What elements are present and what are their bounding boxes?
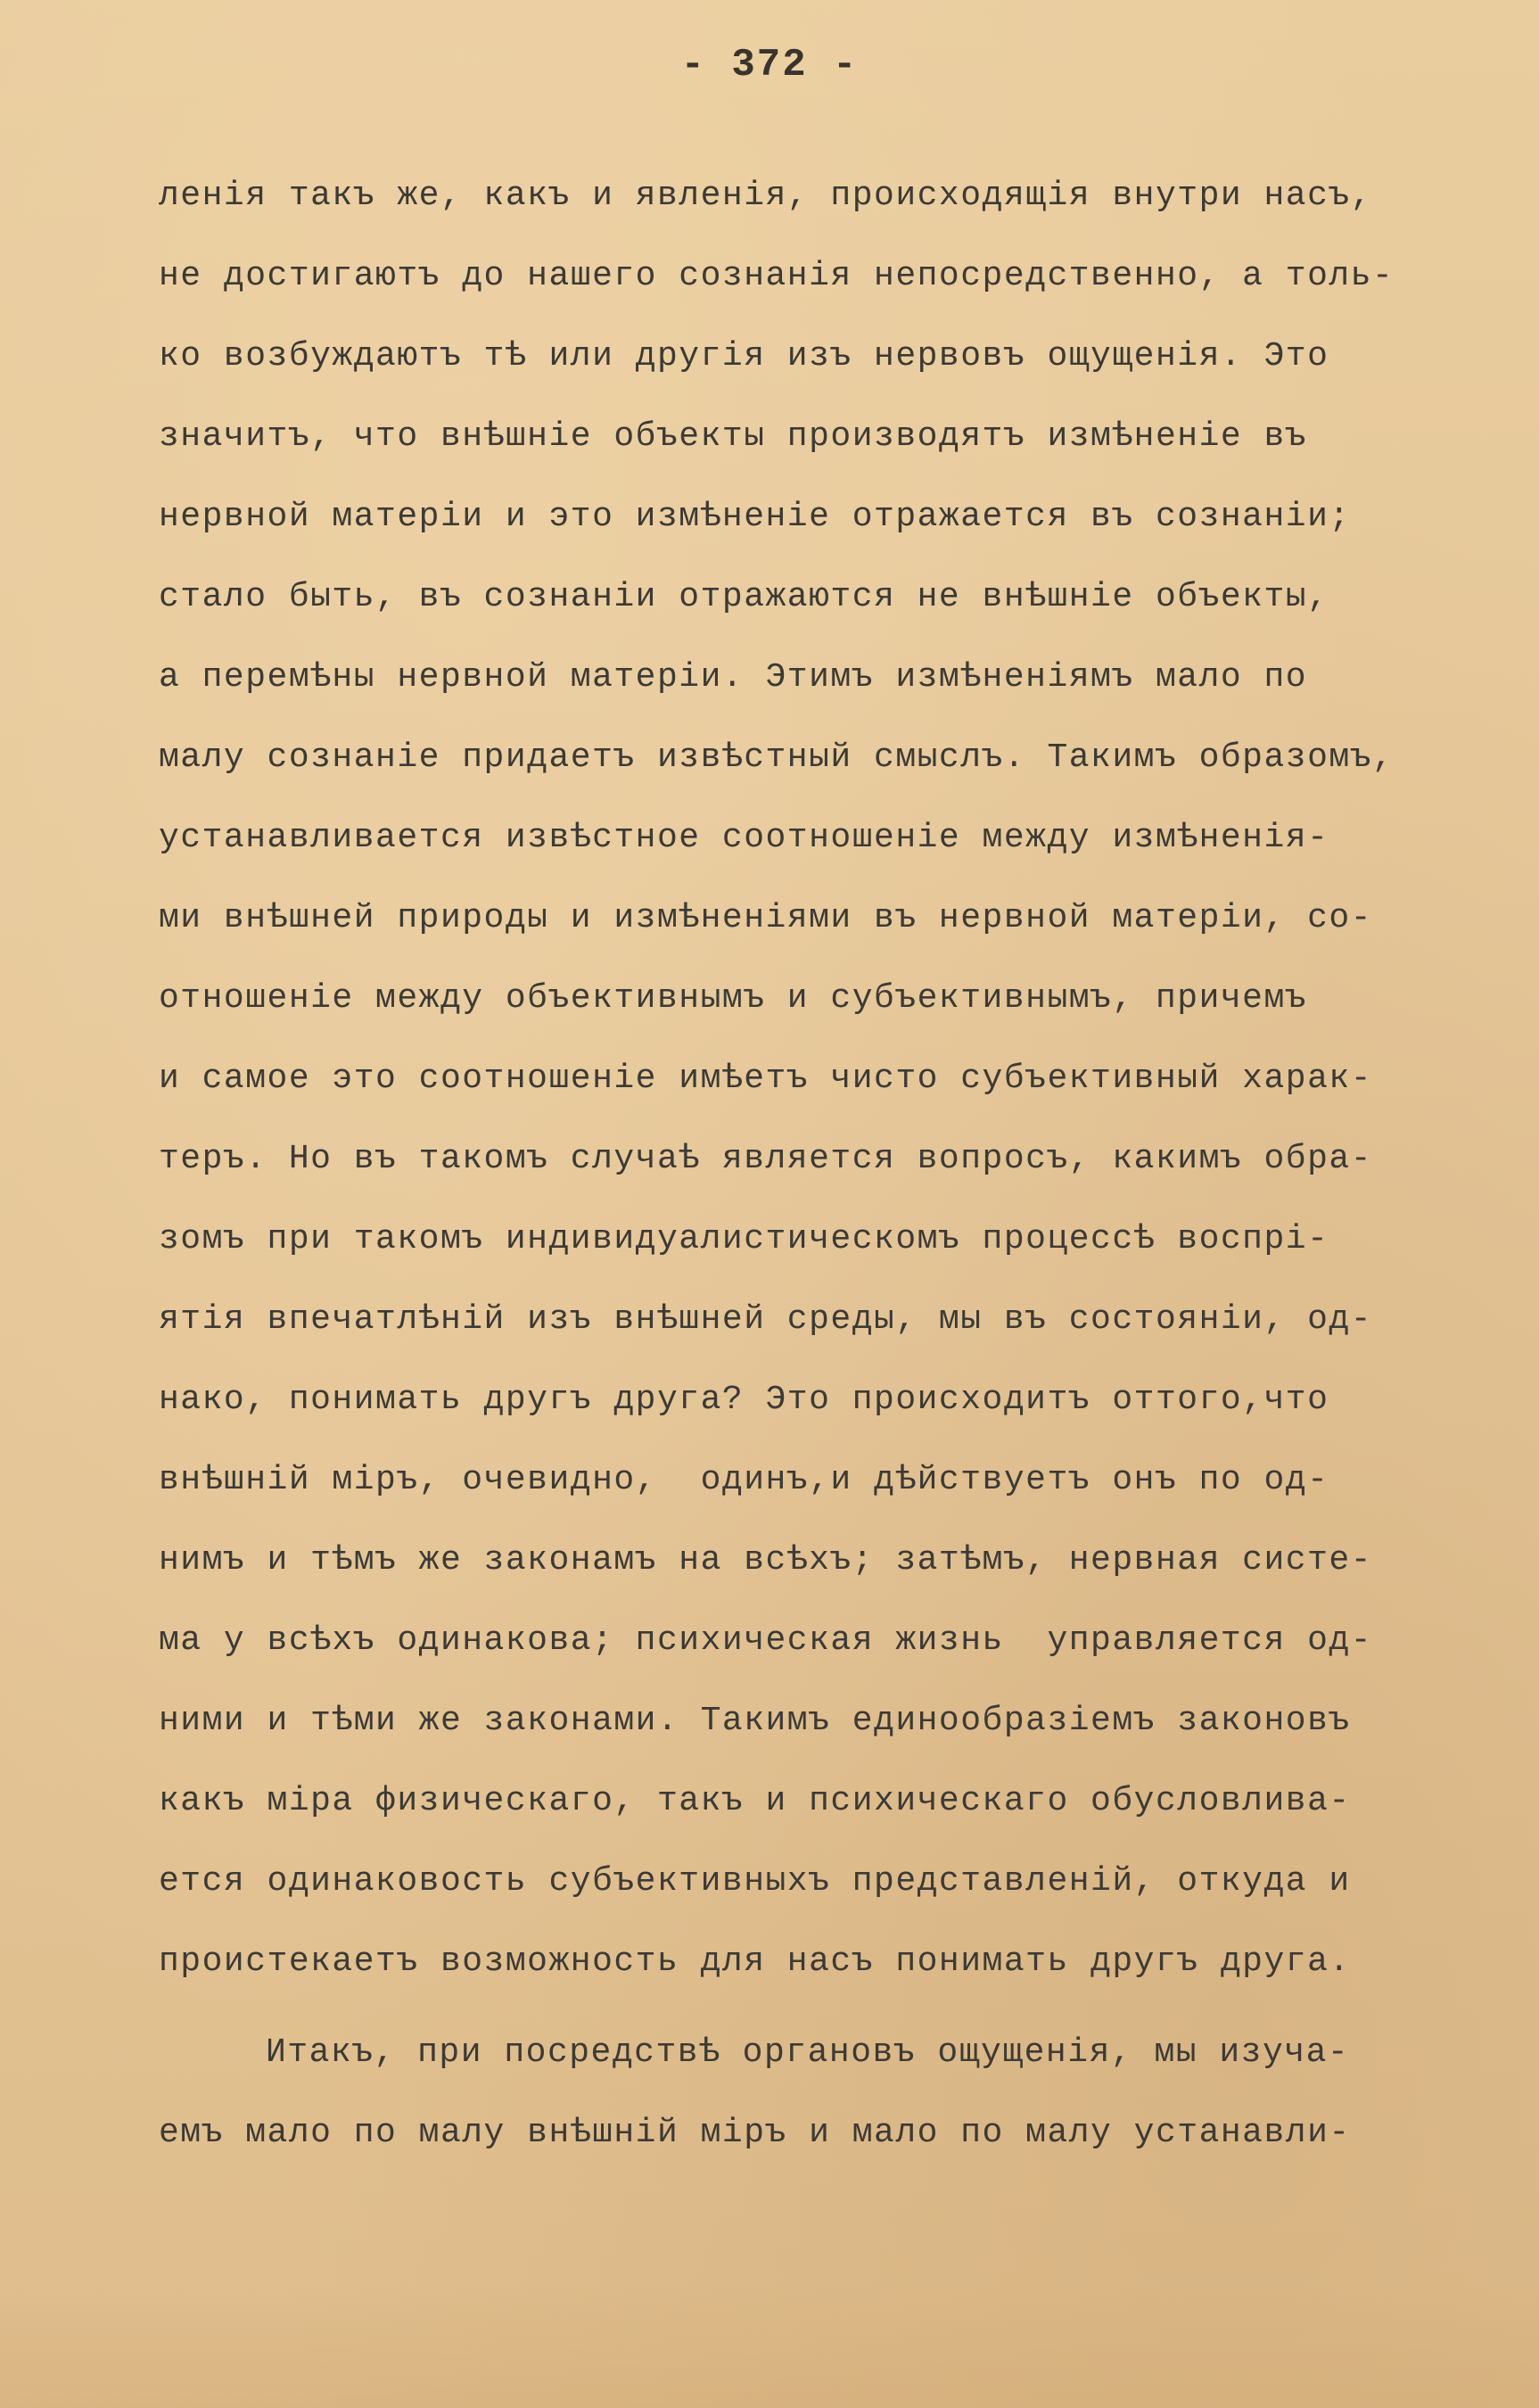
paragraph (159, 2025, 1532, 2185)
text-line: зомъ при такомъ индивидуалистическомъ процессѣ воспрі- (159, 1220, 1329, 1258)
text-line: значитъ, что внѣшніе объекты производятъ измѣненіе въ (159, 417, 1308, 456)
text-line: какъ міра физическаго, такъ и психическаго обусловлива- (159, 1782, 1351, 1820)
text-line: емъ мало по малу внѣшній міръ и мало по малу устанавли- (159, 2114, 1351, 2152)
text-line: стало быть, въ сознаніи отражаются не внѣшніе объекты, (159, 578, 1329, 616)
body-text (159, 168, 1532, 2185)
text-line: и самое это соотношеніе имѣетъ чисто субъективный харак- (159, 1060, 1373, 1098)
text-line: нервной матеріи и это измѣненіе отражается въ сознаніи; (159, 498, 1351, 536)
text-line: малу сознаніе придаетъ извѣстный смыслъ. Такимъ образомъ, (159, 738, 1395, 777)
text-line: устанавливается извѣстное соотношеніе между измѣненія- (159, 819, 1329, 857)
text-line: нако, понимать другъ друга? Это происходитъ оттого,что (159, 1381, 1329, 1419)
text-line: ма у всѣхъ одинакова; психическая жизнь управляется од- (159, 1621, 1373, 1660)
text-line: не достигаютъ до нашего сознанія непосредственно, а толь- (159, 257, 1395, 295)
paragraph (159, 168, 1532, 2014)
text-line: ними и тѣми же законами. Такимъ единообразіемъ законовъ (159, 1702, 1351, 1740)
text-line: ко возбуждаютъ тѣ или другія изъ нервовъ ощущенія. Это (159, 337, 1329, 375)
text-line: теръ. Но въ такомъ случаѣ является вопросъ, какимъ обра- (159, 1140, 1373, 1178)
paper-edge-shading (0, 2283, 1539, 2408)
text-line: ми внѣшней природы и измѣненіями въ нервной матеріи, со- (159, 899, 1373, 937)
text-line: внѣшній міръ, очевидно, одинъ,и дѣйствуетъ онъ по од- (159, 1461, 1329, 1499)
text-line: отношеніе между объективнымъ и субъективнымъ, причемъ (159, 979, 1308, 1018)
text-line: а перемѣны нервной матеріи. Этимъ измѣненіямъ мало по (159, 658, 1308, 697)
text-line: проистекаетъ возможность для насъ понимать другъ друга. (159, 1942, 1351, 1981)
text-line: Итакъ, при посредствѣ органовъ ощущенія, мы изуча- (266, 2033, 1350, 2072)
text-line: ется одинаковость субъективныхъ представленій, откуда и (159, 1862, 1351, 1901)
text-line: нимъ и тѣмъ же законамъ на всѣхъ; затѣмъ, нервная систе- (159, 1541, 1373, 1579)
page-number: - 372 - (680, 43, 859, 87)
text-line: ятія впечатлѣній изъ внѣшней среды, мы въ состояніи, од- (159, 1300, 1373, 1339)
text-line: ленія такъ же, какъ и явленія, происходящія внутри насъ, (159, 177, 1373, 215)
